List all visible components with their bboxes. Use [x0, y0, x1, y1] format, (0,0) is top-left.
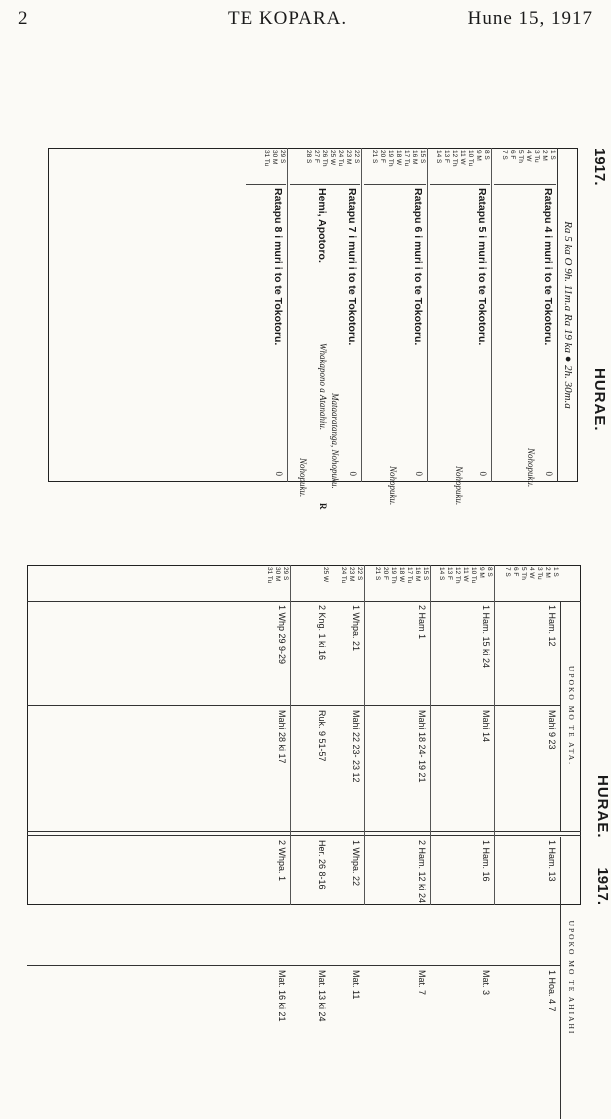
- date-label: 23 M: [345, 150, 352, 165]
- date-label: 2 M: [541, 150, 548, 161]
- date-label: 21 S: [374, 567, 381, 581]
- morning-second-lesson: Mahi 28 ki 17: [277, 710, 287, 764]
- date-label: 12 Th: [451, 150, 458, 167]
- page-number: 2: [18, 8, 29, 29]
- row-rule: [427, 148, 428, 482]
- date-separator: [494, 184, 556, 185]
- sunday-title: Ratapu 6 i muri i to te Tokotoru.: [412, 188, 424, 346]
- date-label: 14 S: [438, 567, 445, 581]
- row-mark: 0: [414, 471, 424, 476]
- calendar-year: 1917.: [591, 148, 608, 186]
- date-label: 11 W: [462, 567, 469, 582]
- date-label: 31 Tu: [263, 150, 270, 167]
- evening-lessons-header: UPOKO MO TE AHIAHI: [560, 837, 581, 1119]
- observance-note: Mataaratanga, Nohopuku.: [330, 393, 340, 489]
- observance-note: Nohopuku.: [454, 466, 464, 506]
- date-label: 1 S: [552, 567, 559, 577]
- date-label: 3 Tu: [533, 150, 540, 163]
- date-label: 1 S: [549, 150, 556, 160]
- date-label: 15 S: [422, 567, 429, 581]
- date-label: 30 M: [271, 150, 278, 165]
- evening-first-lesson: 1 Whpa. 22: [351, 840, 361, 887]
- morning-second-lesson: Mahi 14: [481, 710, 491, 743]
- date-label: 4 W: [525, 150, 532, 162]
- date-label: 17 Tu: [403, 150, 410, 167]
- calendar-week-row: [290, 148, 360, 510]
- column-rule: [27, 965, 561, 966]
- date-label: 26 Th: [321, 150, 328, 167]
- evening-second-lesson: Mat. 16 ki 21: [277, 970, 287, 1022]
- date-label: 3 Tu: [536, 567, 543, 580]
- row-mark: 0: [544, 471, 554, 476]
- morning-second-lesson: Ruk. 9 51-57: [317, 710, 327, 762]
- date-label: 10 Tu: [470, 567, 477, 584]
- date-label: 11 W: [459, 150, 466, 165]
- week-dates: [370, 148, 426, 186]
- evening-first-lesson: Her. 26 8-16: [317, 840, 327, 890]
- lessons-row: [433, 565, 493, 996]
- morning-first-lesson: 2 Ham 1: [417, 605, 427, 640]
- date-label: 5 Th: [517, 150, 524, 163]
- calendar-week-row: [246, 148, 286, 482]
- row-mark: 0: [478, 471, 488, 476]
- observance-note: Nohopuku.: [526, 448, 536, 488]
- date-label: 6 F: [512, 567, 519, 577]
- morning-second-lesson: Mahi 9 23: [547, 710, 557, 750]
- date-label: 7 S: [504, 567, 511, 577]
- week-dates: [437, 565, 493, 603]
- morning-lessons-header: UPOKO MO TE ATA.: [560, 601, 581, 831]
- evening-first-lesson: 1 Ham. 16: [481, 840, 491, 882]
- date-label: 28 S: [305, 150, 312, 164]
- evening-second-lesson: 1 Hoa. 4 7: [547, 970, 557, 1012]
- lessons-row: [497, 565, 559, 1012]
- date-label: 13 F: [446, 567, 453, 581]
- week-dates: [500, 148, 556, 186]
- lessons-row: [293, 565, 329, 1022]
- issue-date: Hune 15, 1917: [467, 8, 593, 29]
- sunday-title: Ratapu 4 i muri i to te Tokotoru.: [542, 188, 554, 346]
- date-label: 9 M: [475, 150, 482, 161]
- row-mark: 0: [348, 471, 358, 476]
- date-label: 20 F: [382, 567, 389, 581]
- moon-phases: Ra 5 ka O 9h. 11m.a Ra 19 ka ● 2h. 30m.a: [557, 148, 578, 482]
- week-dates: [373, 565, 429, 603]
- evening-first-lesson: 2 Whpa. 1: [277, 840, 287, 882]
- evening-first-lesson: 1 Ham. 13: [547, 840, 557, 882]
- date-label: 31 Tu: [266, 567, 273, 584]
- morning-first-lesson: 1 Whpa. 21: [351, 605, 361, 652]
- date-label: 18 W: [398, 567, 405, 583]
- date-label: 25 W: [322, 567, 329, 583]
- date-label: 24 Tu: [337, 150, 344, 167]
- morning-first-lesson: 2 Kng. 1 ki 16: [317, 605, 327, 661]
- lessons-year: 1917.: [594, 867, 611, 905]
- date-label: 4 W: [528, 567, 535, 579]
- week-dates: [321, 565, 329, 603]
- date-label: 18 W: [395, 150, 402, 166]
- evening-second-lesson: Mat. 13 ki 24: [317, 970, 327, 1022]
- morning-second-lesson: Mahi 18 24- 19 21: [417, 710, 427, 783]
- date-label: 10 Tu: [467, 150, 474, 167]
- week-dates: [434, 148, 490, 186]
- observance-note: Nohopuku.: [298, 458, 308, 498]
- calendar-week-row: [364, 148, 426, 506]
- week-dates: [304, 148, 360, 186]
- week-dates: [265, 565, 289, 603]
- observance-note: Whakapono a Atanahiu.: [318, 343, 328, 431]
- date-label: 13 F: [443, 150, 450, 164]
- newspaper-title: TE KOPARA.: [228, 8, 348, 29]
- evening-second-lesson: Mat. 7: [417, 970, 427, 996]
- lessons-title: HURAE.: [594, 775, 611, 839]
- row-rule: [430, 565, 431, 905]
- date-label: 19 Th: [390, 567, 397, 584]
- date-label: 8 S: [483, 150, 490, 160]
- row-rule: [287, 148, 288, 482]
- date-label: 8 S: [486, 567, 493, 577]
- calendar-week-row: [494, 148, 556, 488]
- date-label: 16 M: [414, 567, 421, 582]
- date-label: 12 Th: [454, 567, 461, 584]
- observance-note: Nohopuku.: [388, 466, 398, 506]
- evening-second-lesson: Mat. 11: [351, 970, 361, 1000]
- date-label: 2 M: [544, 567, 551, 578]
- date-label: 15 S: [419, 150, 426, 164]
- date-label: 6 F: [509, 150, 516, 160]
- date-label: 5 Th: [520, 567, 527, 580]
- morning-second-lesson: Mahi 22 23- 23 12: [351, 710, 361, 783]
- calendar-table: [48, 148, 608, 510]
- lessons-row: [243, 565, 289, 1022]
- calendar-title: HURAE.: [591, 368, 608, 432]
- lessons-row: [367, 565, 429, 996]
- date-label: 25 W: [329, 150, 336, 166]
- row-rule: [361, 148, 362, 482]
- week-dates: [339, 565, 363, 603]
- saint-day-title: Hemi, Apotoro.: [316, 188, 328, 263]
- row-rule: [494, 565, 495, 905]
- date-label: 7 S: [501, 150, 508, 160]
- week-dates: [262, 148, 286, 186]
- date-label: 29 S: [282, 567, 289, 581]
- date-label: 30 M: [274, 567, 281, 582]
- row-rule: [364, 565, 365, 905]
- date-label: 17 Tu: [406, 567, 413, 584]
- evening-second-lesson: Mat. 3: [481, 970, 491, 996]
- date-label: 19 Th: [387, 150, 394, 167]
- date-separator: [364, 184, 426, 185]
- date-label: 16 M: [411, 150, 418, 165]
- week-dates: [503, 565, 559, 603]
- date-label: 29 S: [279, 150, 286, 164]
- morning-first-lesson: 1 Whp 29 9-29: [277, 605, 287, 665]
- row-rule: [491, 148, 492, 482]
- date-separator: [290, 184, 360, 185]
- row-mark: 0: [274, 471, 284, 476]
- lessons-table: [27, 565, 611, 1036]
- date-separator: [246, 184, 286, 185]
- date-label: 22 S: [353, 150, 360, 164]
- date-label: 14 S: [435, 150, 442, 164]
- morning-first-lesson: 1 Ham. 12: [547, 605, 557, 647]
- date-label: 22 S: [356, 567, 363, 581]
- date-label: 24 Tu: [340, 567, 347, 584]
- sunday-title: Ratapu 5 i muri i to te Tokotoru.: [476, 188, 488, 346]
- red-letter-mark: R: [318, 503, 328, 510]
- evening-first-lesson: 2 Ham. 12 ki 24: [417, 840, 427, 904]
- date-label: 9 M: [478, 567, 485, 578]
- lessons-row: [331, 565, 363, 1000]
- row-rule: [290, 565, 291, 905]
- date-label: 27 F: [313, 150, 320, 164]
- date-label: 21 S: [371, 150, 378, 164]
- calendar-week-row: [430, 148, 490, 506]
- page-header: [0, 8, 607, 34]
- morning-first-lesson: 1 Ham. 15 ki 24: [481, 605, 491, 669]
- date-label: 23 M: [348, 567, 355, 582]
- date-separator: [430, 184, 490, 185]
- sunday-title: Ratapu 7 i muri i to te Tokotoru.: [346, 188, 358, 346]
- date-label: 20 F: [379, 150, 386, 164]
- sunday-title: Ratapu 8 i muri i to te Tokotoru.: [272, 188, 284, 346]
